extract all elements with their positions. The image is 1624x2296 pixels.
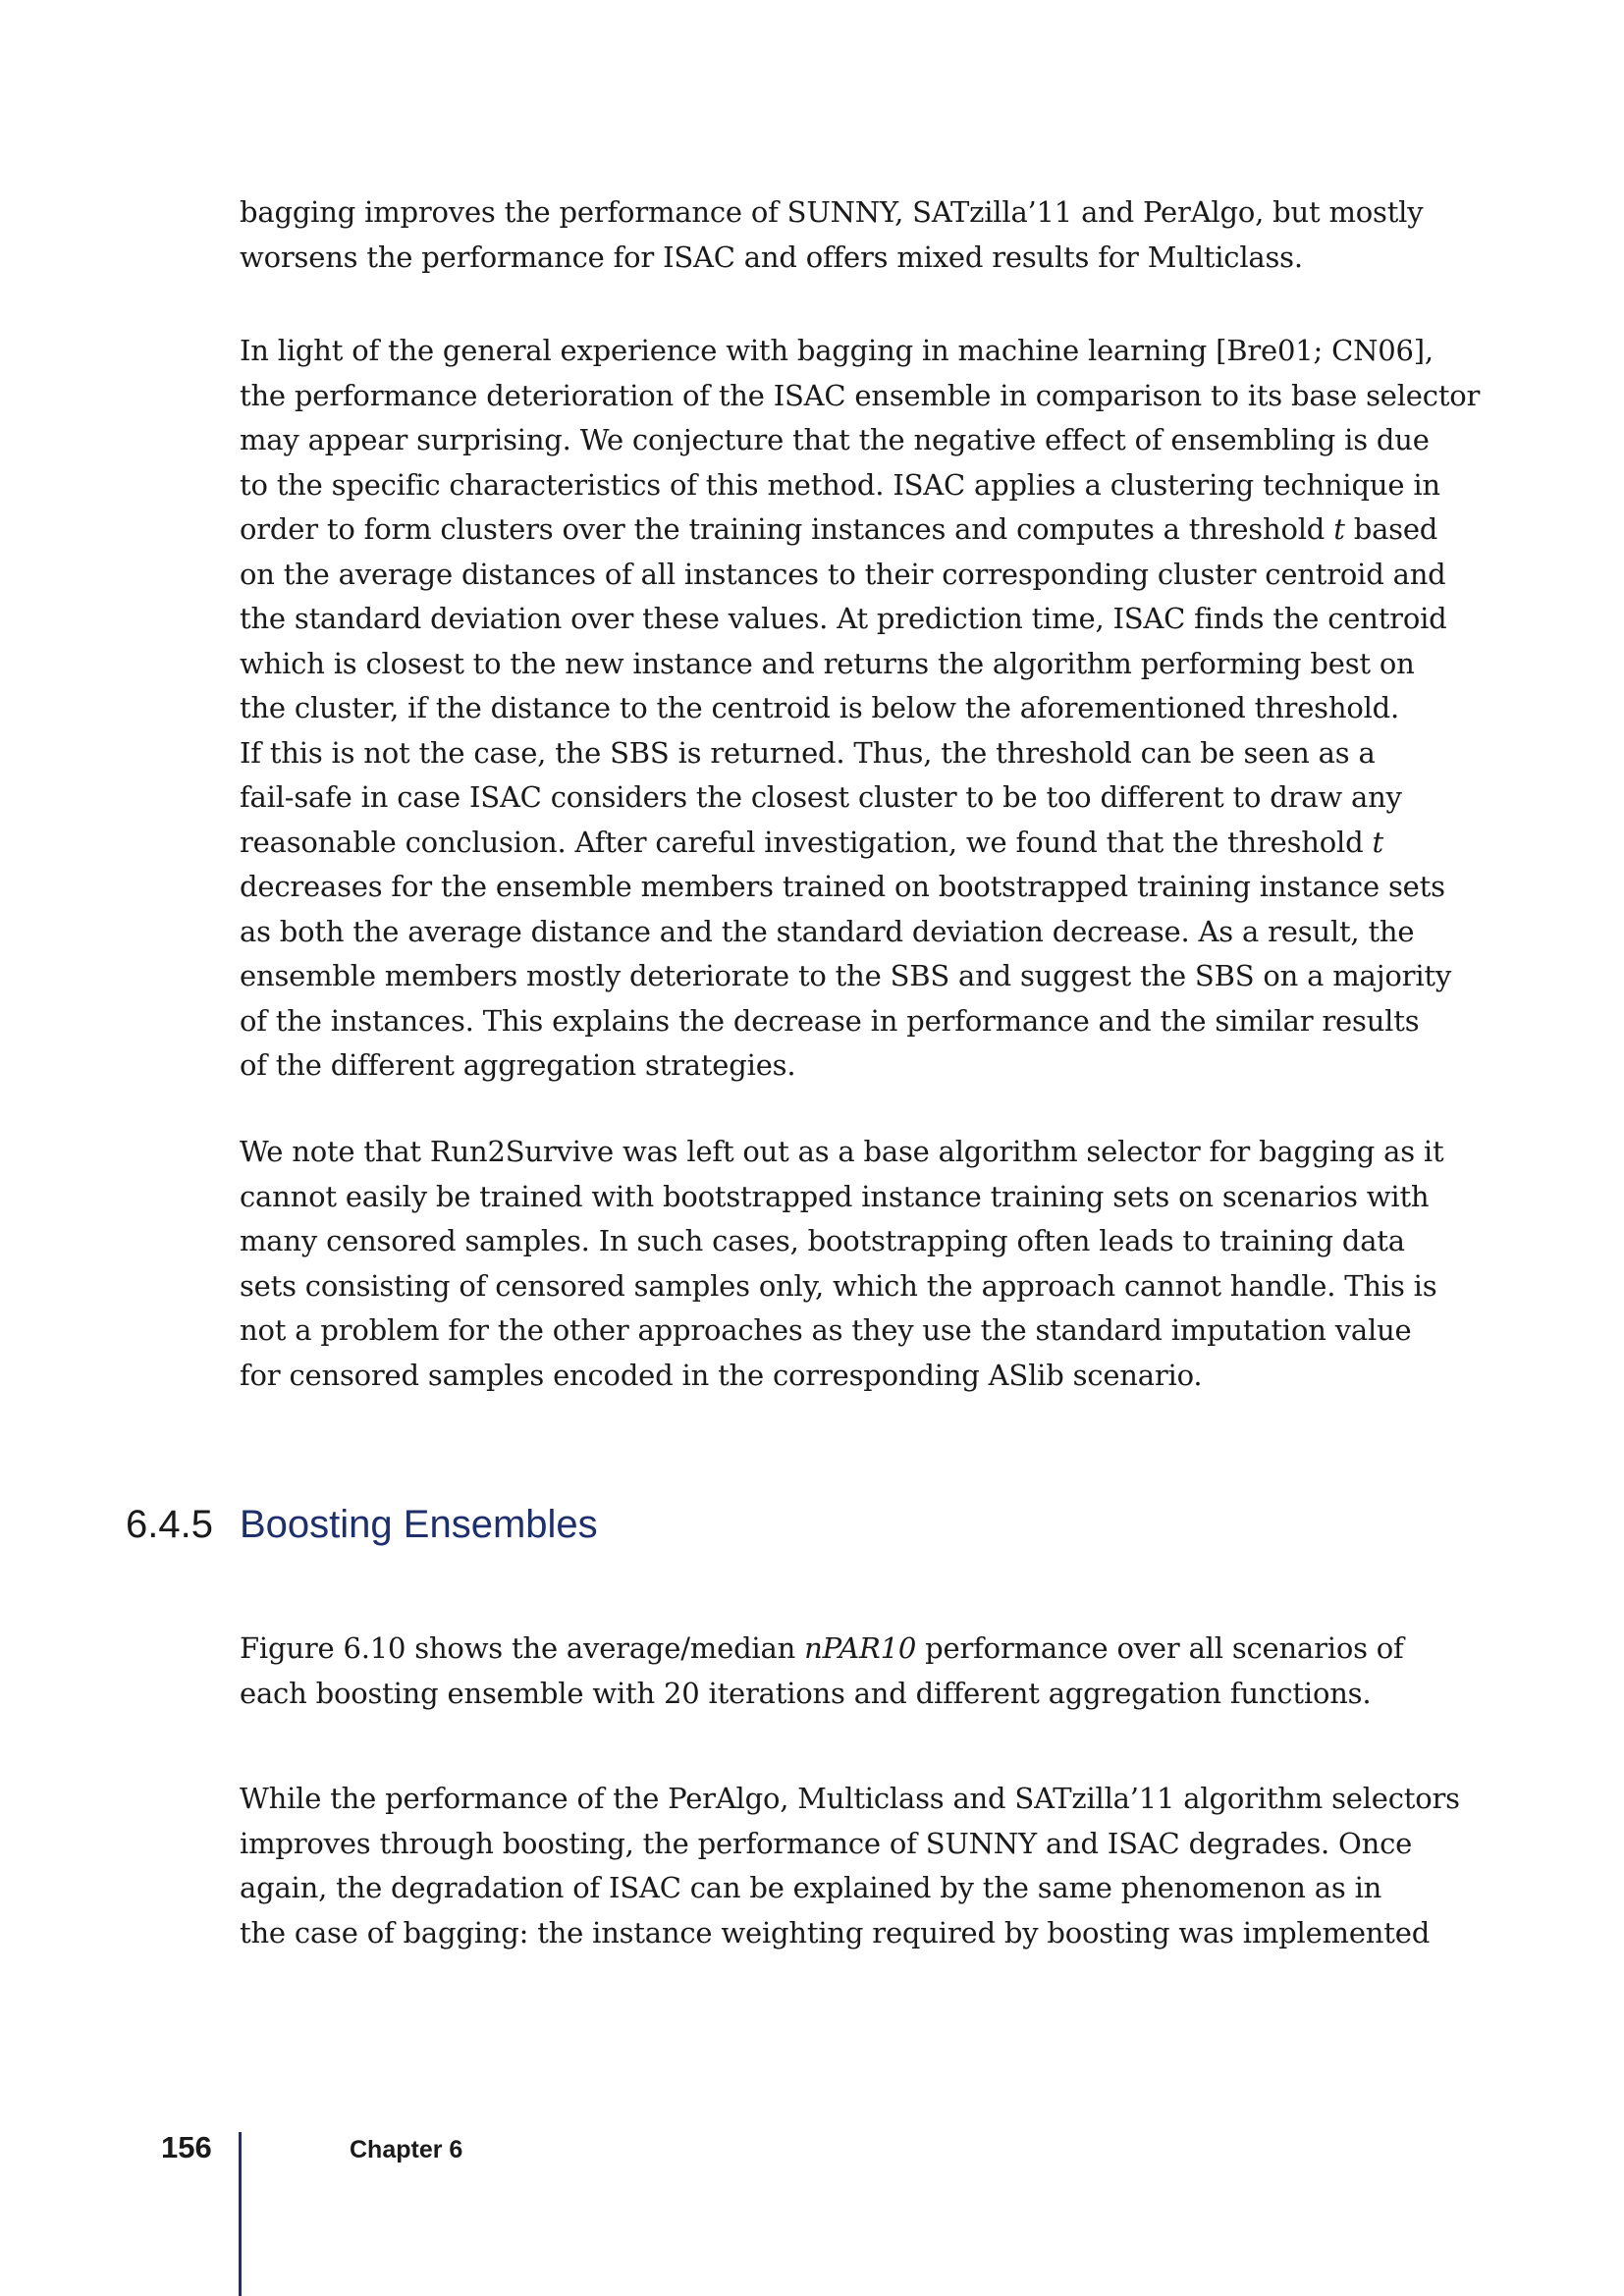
text-span: Figure 6.10 shows the average/median (240, 1631, 796, 1665)
text-line: cannot easily be trained with bootstrapped instance training sets on scenarios with (240, 1179, 1430, 1213)
body-paragraph (240, 1627, 1404, 1716)
text-line: each boosting ensemble with 20 iterations and different aggregation functions. (240, 1676, 1372, 1710)
text-line: We note that Run2Survive was left out as a base algorithm selector for bagging as it (240, 1135, 1444, 1168)
text-line: to the specific characteristics of this method. ISAC applies a clustering technique in (240, 467, 1440, 502)
text-line: the performance deterioration of the ISAC ensemble in comparison to its base selector (240, 378, 1481, 412)
chapter-label: Chapter 6 (350, 2136, 463, 2163)
math-variable: t (1333, 512, 1345, 546)
text-line: bagging improves the performance of SUNNY, SATzilla’11 and PerAlgo, but mostly (240, 195, 1424, 229)
text-line: improves through boosting, the performance of SUNNY and ISAC degrades. Once (240, 1826, 1413, 1860)
text-line: of the different aggregation strategies. (240, 1048, 796, 1082)
section-number: 6.4.5 (126, 1503, 213, 1546)
section-heading (126, 1500, 598, 1549)
body-paragraph (240, 1777, 1460, 1955)
footer-divider (239, 2132, 242, 2296)
text-line: the case of bagging: the instance weighting required by boosting was implemented (240, 1915, 1431, 1949)
text-line: again, the degradation of ISAC can be explained by the same phenomenon as in (240, 1871, 1382, 1904)
body-paragraph (240, 1130, 1444, 1398)
text-line: as both the average distance and the standard deviation decrease. As a result, the (240, 914, 1415, 948)
page-number: 156 (161, 2130, 212, 2164)
text-line (240, 1627, 1404, 1672)
text-line: many censored samples. In such cases, bootstrapping often leads to training data (240, 1224, 1405, 1257)
body-paragraph (240, 329, 1481, 1089)
text-span: based (1353, 512, 1438, 546)
text-line: not a problem for the other approaches as they use the standard imputation value (240, 1313, 1412, 1347)
text-line: on the average distances of all instances to their corresponding cluster centroid and (240, 557, 1446, 591)
text-line: sets consisting of censored samples only, which the approach cannot handle. This is (240, 1268, 1437, 1303)
text-line: which is closest to the new instance and returns the algorithm performing best on (240, 646, 1415, 680)
text-line: the cluster, if the distance to the centroid is below the aforementioned threshold. (240, 691, 1400, 724)
text-line: ensemble members mostly deteriorate to the SBS and suggest the SBS on a majority (240, 959, 1452, 992)
text-line: the standard deviation over these values. At prediction time, ISAC finds the centroid (240, 602, 1447, 635)
text-span: reasonable conclusion. After careful investigation, we found that the threshold (240, 825, 1364, 859)
text-line (240, 507, 1438, 553)
text-span: order to form clusters over the training instances and computes a threshold (240, 512, 1326, 546)
text-span: performance over all scenarios of (925, 1631, 1404, 1665)
section-title: Boosting Ensembles (240, 1503, 598, 1546)
text-line: of the instances. This explains the decrease in performance and the similar results (240, 1003, 1420, 1038)
text-line: worsens the performance for ISAC and offers mixed results for Multiclass. (240, 240, 1303, 274)
text-line: In light of the general experience with bagging in machine learning [Bre01; CN06], (240, 334, 1434, 367)
metric-name: nPAR10 (804, 1631, 917, 1665)
text-line (240, 821, 1383, 866)
math-variable: t (1372, 825, 1383, 859)
text-line: decreases for the ensemble members trained on bootstrapped training instance sets (240, 870, 1445, 903)
text-line: While the performance of the PerAlgo, Multiclass and SATzilla’11 algorithm selectors (240, 1782, 1460, 1815)
text-line: may appear surprising. We conjecture that the negative effect of ensembling is due (240, 423, 1430, 456)
text-line: fail-safe in case ISAC considers the closest cluster to be too different to draw any (240, 780, 1402, 814)
text-line: If this is not the case, the SBS is returned. Thus, the threshold can be seen as a (240, 735, 1376, 770)
body-paragraph (240, 190, 1424, 280)
text-line: for censored samples encoded in the corresponding ASlib scenario. (240, 1358, 1203, 1392)
